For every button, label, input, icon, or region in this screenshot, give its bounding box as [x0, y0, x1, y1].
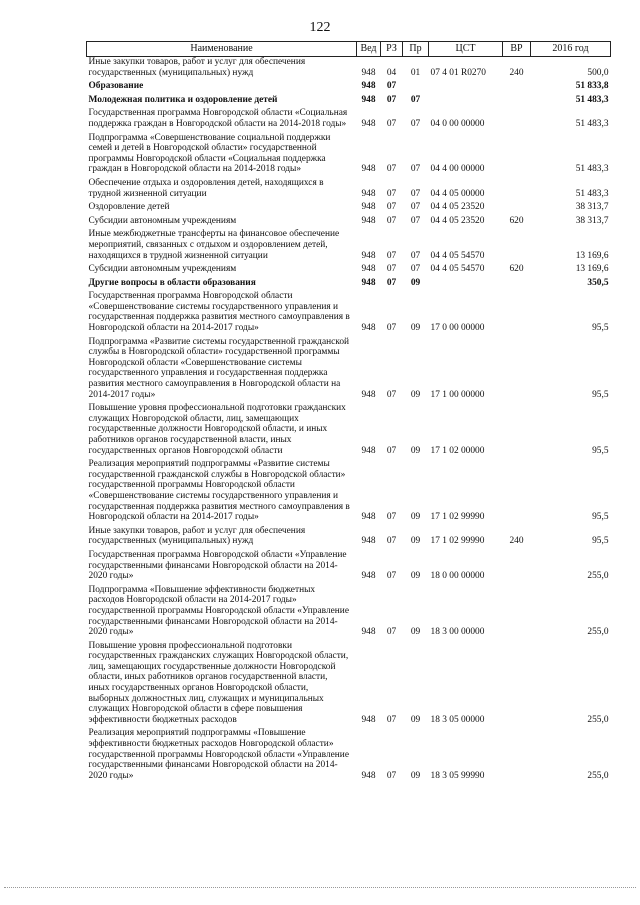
row-vr	[503, 229, 531, 264]
row-cst: 18 0 00 00000	[430, 571, 485, 582]
row-amount: 13 169,6	[575, 264, 609, 275]
row-rz: 07	[386, 512, 397, 523]
row-rz: 07	[386, 164, 397, 175]
row-rz: 07	[386, 536, 397, 547]
row-ved: 948	[361, 215, 376, 226]
row-pr: 09	[410, 277, 421, 288]
row-ved: 948	[361, 250, 376, 261]
table-row	[87, 728, 611, 784]
row-ved: 948	[361, 67, 376, 78]
row-amount: 350,5	[587, 277, 609, 288]
table-row	[87, 550, 611, 585]
page-number: 122	[309, 20, 331, 35]
row-rz: 07	[386, 714, 397, 725]
table-row	[87, 403, 611, 459]
row-amount: 38 313,7	[575, 202, 609, 213]
table-row	[87, 229, 611, 264]
row-vr: 620	[509, 264, 524, 275]
row-vr	[503, 278, 531, 292]
header-rz: РЗ	[381, 42, 403, 57]
header-cst: ЦСТ	[429, 42, 503, 57]
row-name: Реализация мероприятий подпрограммы «Повышение эффективности бюджетных расходов Новгородской области» государственной программы Новгородской области «Управление государственными финансами Новгородской области на 2014-2020 годы»	[88, 728, 349, 781]
row-pr: 07	[410, 188, 421, 199]
table-row	[87, 526, 611, 550]
row-pr: 09	[410, 536, 421, 547]
row-amount: 95,5	[592, 389, 609, 400]
row-name: Подпрограмма «Повышение эффективности бюджетных расходов Новгородской области на 2014-2017 годы» государственной программы Новгородской области «Управление государственными финансами Новгородской области на 2014-2020 годы»	[88, 584, 349, 638]
table-header-row	[87, 42, 611, 57]
row-ved: 948	[361, 264, 376, 275]
table-body	[87, 57, 611, 785]
row-ved: 948	[361, 81, 376, 92]
row-pr: 07	[410, 264, 421, 275]
table-row	[87, 291, 611, 336]
row-cst: 04 4 05 23520	[430, 215, 485, 226]
row-name: Иные закупки товаров, работ и услуг для обеспечения государственных (муниципальных) нужд	[88, 57, 306, 78]
row-pr: 07	[410, 94, 421, 105]
row-vr	[503, 728, 531, 784]
row-vr	[503, 585, 531, 641]
table-row	[87, 264, 611, 278]
table-row	[87, 585, 611, 641]
row-pr: 07	[410, 215, 421, 226]
row-amount: 500,0	[587, 67, 609, 78]
row-rz: 07	[386, 94, 397, 105]
row-vr	[503, 550, 531, 585]
row-pr: 09	[410, 445, 421, 456]
row-rz: 07	[386, 215, 397, 226]
row-ved: 948	[361, 770, 376, 781]
row-name: Другие вопросы в области образования	[88, 277, 256, 288]
row-amount: 255,0	[587, 571, 609, 582]
table-row	[87, 57, 611, 82]
row-amount: 255,0	[587, 714, 609, 725]
row-amount: 13 169,6	[575, 250, 609, 261]
row-name: Образование	[88, 81, 144, 92]
row-cst	[429, 278, 503, 292]
row-ved: 948	[361, 277, 376, 288]
row-rz: 07	[386, 571, 397, 582]
row-ved: 948	[361, 202, 376, 213]
row-pr: 09	[410, 627, 421, 638]
row-name: Подпрограмма «Совершенствование социальной поддержки семей и детей в Новгородской области» государственной программы Новгородской области «Социальная поддержка граждан в Новгородской области на 2014-2018 годы»	[88, 132, 331, 175]
row-cst: 18 3 05 00000	[430, 714, 485, 725]
row-pr: 09	[410, 714, 421, 725]
row-amount: 95,5	[592, 512, 609, 523]
row-amount: 255,0	[587, 770, 609, 781]
row-rz: 07	[386, 770, 397, 781]
row-ved: 948	[361, 164, 376, 175]
row-vr	[503, 178, 531, 202]
row-rz: 07	[386, 250, 397, 261]
row-cst: 17 1 02 99990	[430, 536, 485, 547]
row-name: Иные межбюджетные трансферты на финансовое обеспечение мероприятий, связанных с отдыхом и оздоровлением детей, находящихся в трудной жизненной ситуации	[88, 229, 340, 261]
row-pr: 07	[410, 202, 421, 213]
row-cst: 17 1 00 00000	[430, 389, 485, 400]
row-cst: 04 4 00 00000	[430, 164, 485, 175]
row-cst	[429, 95, 503, 109]
table-row	[87, 178, 611, 202]
row-vr	[503, 337, 531, 404]
row-rz: 07	[386, 627, 397, 638]
row-vr	[503, 403, 531, 459]
row-rz: 07	[386, 264, 397, 275]
row-amount: 51 833,8	[575, 81, 609, 92]
budget-table	[86, 41, 611, 784]
row-name: Реализация мероприятий подпрограммы «Развитие системы государственной гражданской службы в Новгородской области» государственной программы Новгородской области «Совершенствование системы государственного управления и государственная поддержка развития местного самоуправления в Новгородской области на 2014-2017 годы»	[88, 459, 350, 523]
table-row	[87, 337, 611, 404]
row-pr: 07	[410, 250, 421, 261]
row-vr	[503, 108, 531, 132]
row-cst: 17 0 00 00000	[430, 323, 485, 334]
row-ved: 948	[361, 571, 376, 582]
row-pr: 09	[410, 512, 421, 523]
row-cst: 07 4 01 R0270	[430, 67, 486, 78]
row-amount: 38 313,7	[575, 215, 609, 226]
row-rz: 07	[386, 389, 397, 400]
row-rz: 07	[386, 445, 397, 456]
row-cst: 04 4 05 54570	[430, 250, 485, 261]
row-ved: 948	[361, 445, 376, 456]
row-ved: 948	[361, 627, 376, 638]
row-pr: 01	[410, 67, 421, 78]
row-ved: 948	[361, 94, 376, 105]
scan-artifact-line	[4, 887, 636, 888]
row-pr: 07	[410, 164, 421, 175]
row-pr: 09	[410, 770, 421, 781]
header-ved: Вед	[357, 42, 381, 57]
row-amount: 255,0	[587, 627, 609, 638]
table-row	[87, 278, 611, 292]
row-amount: 51 483,3	[575, 118, 609, 129]
row-cst: 17 1 02 00000	[430, 445, 485, 456]
row-name: Оздоровление детей	[88, 202, 170, 213]
row-amount: 95,5	[592, 445, 609, 456]
table-row	[87, 133, 611, 178]
row-ved: 948	[361, 188, 376, 199]
row-ved: 948	[361, 323, 376, 334]
row-name: Государственная программа Новгородской области «Управление государственными финансами Новгородской области на 2014-2020 годы»	[88, 549, 347, 582]
row-cst: 18 3 00 00000	[430, 627, 485, 638]
row-cst: 04 0 00 00000	[430, 118, 485, 129]
row-cst: 04 4 05 54570	[430, 264, 485, 275]
table-row	[87, 641, 611, 729]
row-name: Молодежная политика и оздоровление детей	[88, 94, 278, 105]
row-vr: 620	[509, 215, 524, 226]
row-vr	[503, 291, 531, 336]
row-pr	[403, 81, 429, 95]
row-rz: 07	[386, 202, 397, 213]
row-cst: 04 4 05 00000	[430, 188, 485, 199]
row-rz: 04	[386, 67, 397, 78]
row-ved: 948	[361, 536, 376, 547]
table-row	[87, 108, 611, 132]
header-name: Наименование	[87, 42, 357, 57]
row-cst: 04 4 05 23520	[430, 202, 485, 213]
row-name: Субсидии автономным учреждениям	[88, 215, 237, 226]
row-amount: 95,5	[592, 323, 609, 334]
row-ved: 948	[361, 714, 376, 725]
row-rz: 07	[386, 81, 397, 92]
row-pr: 09	[410, 571, 421, 582]
row-ved: 948	[361, 118, 376, 129]
table-row	[87, 459, 611, 526]
row-name: Государственная программа Новгородской области «Совершенствование системы государственного управления и государственная поддержка развития местного самоуправления в Новгородской области на 2014-2017 годы»	[88, 291, 350, 334]
row-name: Подпрограмма «Развитие системы государственной гражданской службы в Новгородской области» государственной программы Новгородской области «Совершенствование системы государственного управления и государственная поддержка развития местного самоуправления в Новгородской области на 2014-2017 годы»	[88, 336, 350, 400]
row-vr	[503, 95, 531, 109]
row-ved: 948	[361, 389, 376, 400]
header-vr: ВР	[503, 42, 531, 57]
row-pr: 09	[410, 323, 421, 334]
row-vr	[503, 81, 531, 95]
row-pr: 09	[410, 389, 421, 400]
table-row	[87, 216, 611, 230]
row-rz: 07	[386, 277, 397, 288]
row-name: Субсидии автономным учреждениям	[88, 264, 237, 275]
row-amount: 51 483,3	[575, 188, 609, 199]
table-row	[87, 202, 611, 216]
row-vr	[503, 133, 531, 178]
row-amount: 95,5	[592, 536, 609, 547]
row-cst	[429, 81, 503, 95]
row-vr: 240	[509, 536, 524, 547]
row-name: Обеспечение отдыха и оздоровления детей, находящихся в трудной жизненной ситуации	[88, 177, 324, 199]
table-row	[87, 81, 611, 95]
table-row	[87, 95, 611, 109]
row-cst: 18 3 05 99990	[430, 770, 485, 781]
row-amount: 51 483,3	[575, 164, 609, 175]
row-pr: 07	[410, 118, 421, 129]
row-name: Государственная программа Новгородской области «Социальная поддержка граждан в Новгородской области на 2014-2018 годы»	[88, 108, 348, 129]
row-rz: 07	[386, 118, 397, 129]
row-vr	[503, 459, 531, 526]
row-name: Иные закупки товаров, работ и услуг для обеспечения государственных (муниципальных) нужд	[88, 525, 306, 547]
row-vr: 240	[509, 67, 524, 78]
row-rz: 07	[386, 188, 397, 199]
row-amount: 51 483,3	[575, 94, 609, 105]
header-pr: Пр	[403, 42, 429, 57]
row-vr	[503, 202, 531, 216]
row-name: Повышение уровня профессиональной подготовки государственных гражданских служащих Новгородской области, лиц, замещающих государственные должности Новгородской области, иных работников органов государственной власти, иных государственных органов Новгородской области, выборных должностных лиц, служащих и муниципальных служащих Новгородской области в сфере повышения эффективности бюджетных расходов	[88, 640, 349, 725]
row-ved: 948	[361, 512, 376, 523]
row-rz: 07	[386, 323, 397, 334]
row-cst: 17 1 02 99990	[430, 512, 485, 523]
header-year: 2016 год	[531, 42, 611, 57]
row-vr	[503, 641, 531, 729]
row-name: Повышение уровня профессиональной подготовки гражданских служащих Новгородской области, лиц, замещающих государственные должности Новгородской области, и иных работников органов государственной власти, иных государственных органов Новгородской области	[88, 403, 346, 456]
